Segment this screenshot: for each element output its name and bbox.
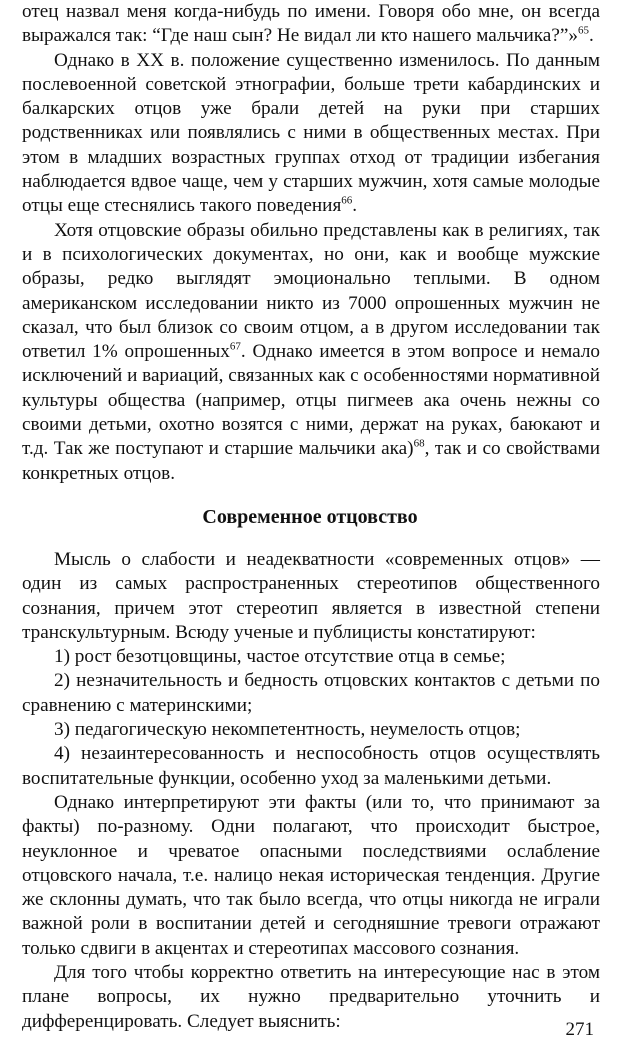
text-run: . <box>588 25 594 47</box>
text-run: . <box>352 195 358 217</box>
text-run: Хотя отцовские образы обильно представлены как в религиях, так и в психологических документах, но они, как и вообще мужские образы, редко выглядят эмоционально теплыми. В одном американском исследовании никто из 7000 опрошенных мужчин не сказал, что был близок со своим отцом, а в другом исследовании так ответил 1% опрошенных <box>22 219 600 363</box>
paragraph <box>22 718 600 742</box>
paragraph <box>22 219 600 486</box>
text-run: Однако в XX в. положение существенно изменилось. По данным послевоенной советской этнографии, больше трети кабардинских и балкарских отцов уже брали детей на руки при старших родственниках или появлялись с ними в общественных местах. При этом в младших возрастных группах отход от традиции избегания наблюдается вдвое чаще, чем у старших мужчин, хотя самые молодые отцы еще стеснялись такого поведения <box>22 49 600 217</box>
text-block-top <box>22 0 600 486</box>
text-run: отец назвал меня когда-нибудь по имени. Говоря обо мне, он всегда выражался так: “Где наш сын? Не видал ли кто нашего мальчика?”» <box>22 1 600 47</box>
text-run: Для того чтобы корректно ответить на интересующие нас в этом плане вопросы, их нужно предварительно уточнить и дифференцировать. Следует выяснить: <box>22 962 600 1032</box>
paragraph <box>22 791 600 961</box>
paragraph <box>22 645 600 669</box>
text-run: Мысль о слабости и неадекватности «современных отцов» — один из самых распространенных стереотипов общественного сознания, причем этот стереотип является в известной степени транскультурным. Всюду ученые и публицисты констатируют: <box>22 549 600 643</box>
text-block-bottom <box>22 548 600 1034</box>
text-run: . Однако имеется в этом вопросе и немало исключений и вариаций, связанных как с особенностями нормативной культуры общества (например, отцы пигмеев ака очень нежны со своими детьми, охотно возятся с ними, держат на руках, баюкают и т.д. Так же поступают и старшие мальчики ака) <box>22 341 601 460</box>
text-run: 1) рост безотцовщины, частое отсутствие отца в семье; <box>54 646 506 668</box>
footnote-ref: 67 <box>229 340 241 353</box>
paragraph <box>22 669 600 718</box>
paragraph <box>22 742 600 791</box>
section-heading: Современное отцовство <box>202 506 418 528</box>
paragraph <box>22 49 600 219</box>
text-run: 2) незначительность и бедность отцовских контактов с детьми по сравнению с материнскими; <box>22 670 600 716</box>
paragraph <box>22 548 600 645</box>
text-run: 3) педагогическую некомпетентность, неумелость отцов; <box>54 719 521 741</box>
page-number: 271 <box>565 1019 594 1040</box>
footnote-ref: 65 <box>577 24 589 37</box>
paragraph <box>22 961 600 1034</box>
text-run: 4) незаинтересованность и неспособность отцов осуществлять воспитательные функции, особенно уход за маленькими детьми. <box>22 743 600 789</box>
text-run: Однако интерпретируют эти факты (или то, что принимают за факты) по-разному. Одни полагают, что происходит быстрое, неуклонное и чреватое опасными последствиями ослабление отцовского начала, т.е. налицо некая историческая тенденция. Другие же склонны думать, что так было всегда, что отцы никогда не играли важной роли в воспитании детей и сегодняшние тревоги отражают только сдвиги в акцентах и стереотипах массового сознания. <box>22 791 600 959</box>
footnote-ref: 66 <box>341 194 353 207</box>
paragraph <box>22 0 600 49</box>
text-run: , так и со свойствами конкретных отцов. <box>22 438 601 484</box>
footnote-ref: 68 <box>413 437 425 450</box>
